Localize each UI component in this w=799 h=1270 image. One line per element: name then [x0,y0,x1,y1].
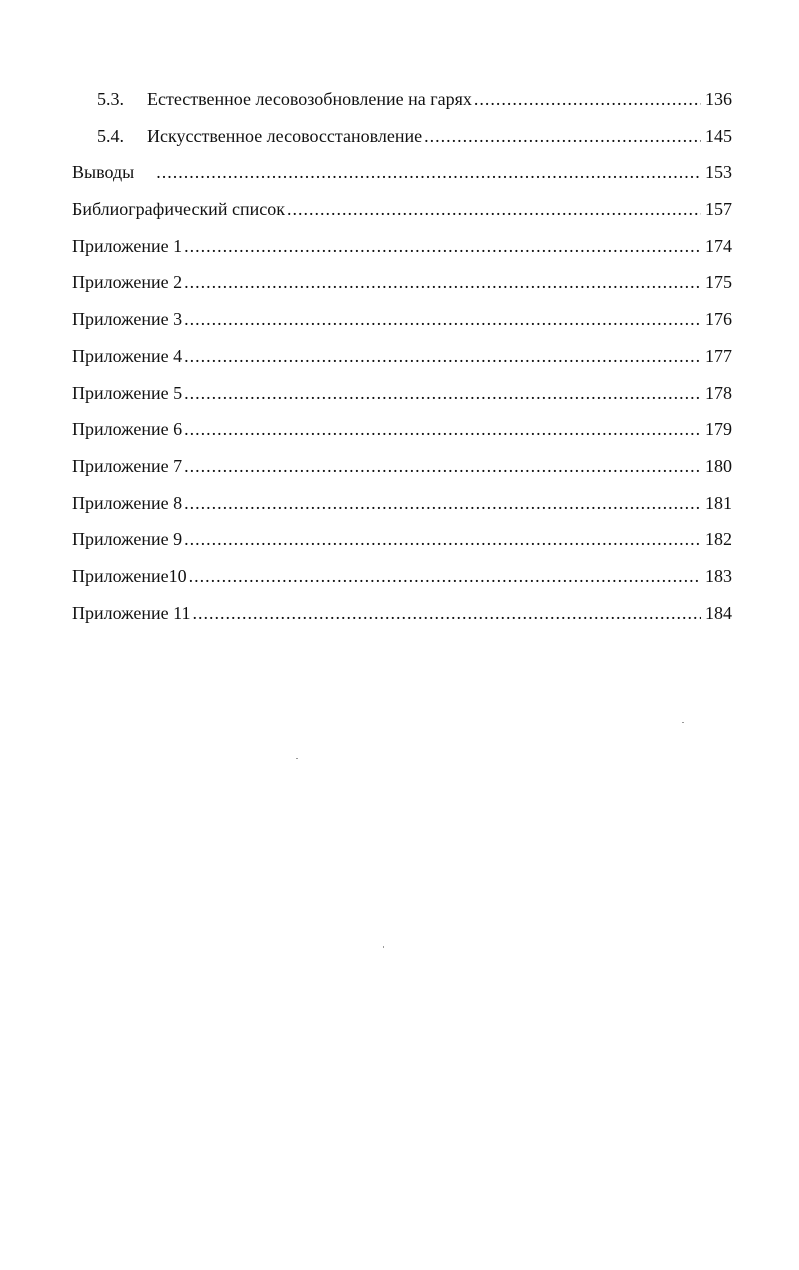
toc-entry [72,343,732,380]
toc-entry-title: Искусственное лесовосстановление [147,125,423,146]
toc-dot-leader [287,196,701,222]
toc-entry [72,600,732,637]
toc-entry-page: 175 [705,272,732,293]
toc-entry-title: Приложение 4 [72,345,183,366]
toc-dot-leader [424,123,701,149]
toc-entry [72,306,732,343]
toc-entry [72,453,732,490]
toc-entry [72,196,732,233]
toc-entry-page: 153 [705,162,732,183]
toc-entry-page: 178 [705,382,732,403]
toc-entry-page: 176 [705,309,732,330]
toc-entry-number: 5.3. [97,89,124,109]
toc-entry-number: 5.4. [97,125,124,146]
toc-entry-title: Приложение10 [72,565,187,586]
toc-entry-page: 145 [705,125,732,146]
toc-entry-page: 136 [705,89,732,109]
toc-dot-leader [184,490,701,516]
toc-entry [72,269,732,306]
toc-dot-leader [192,600,701,626]
toc-entry-title: Выводы [72,162,135,183]
scan-speck [383,946,384,948]
toc-dot-leader [184,526,701,552]
toc-entry [72,159,732,196]
toc-dot-leader [184,306,701,332]
toc-entry-page: 180 [705,455,732,476]
table-of-contents [72,86,732,636]
scan-speck [682,722,684,723]
toc-entry-page: 174 [705,235,732,256]
toc-dot-leader [184,380,701,406]
toc-entry-page: 182 [705,529,732,550]
toc-dot-leader [184,233,701,259]
toc-entry-title: Приложение 5 [72,382,183,403]
toc-entry-title: Приложение 3 [72,309,183,330]
toc-entry-page: 179 [705,419,732,440]
toc-entry [72,563,732,600]
toc-entry-page: 184 [705,602,732,623]
toc-entry-title: Библиографический список [72,199,285,220]
toc-entry [72,490,732,527]
toc-entry [72,416,732,453]
toc-dot-leader [184,269,701,295]
toc-entry-title: Приложение 11 [72,602,191,623]
toc-entry-page: 177 [705,345,732,366]
toc-dot-leader [184,416,701,442]
toc-dot-leader [184,453,701,479]
toc-dot-leader [189,563,701,589]
scan-speck [296,758,298,759]
toc-entry [72,526,732,563]
toc-entry-title: Естественное лесовозобновление на гарях [147,89,472,109]
toc-dot-leader [184,343,701,369]
toc-entry-page: 157 [705,199,732,220]
toc-entry [72,233,732,270]
toc-entry-title: Приложение 7 [72,455,183,476]
toc-entry-title: Приложение 2 [72,272,183,293]
toc-dot-leader [156,159,701,185]
toc-dot-leader [474,86,701,112]
toc-entry [72,123,732,160]
toc-entry-title: Приложение 9 [72,529,183,550]
toc-entry-page: 181 [705,492,732,513]
toc-entry-title: Приложение 1 [72,235,183,256]
toc-entry-title: Приложение 6 [72,419,183,440]
toc-entry [72,380,732,417]
toc-entry-title: Приложение 8 [72,492,183,513]
toc-entry [72,86,732,123]
toc-entry-page: 183 [705,565,732,586]
